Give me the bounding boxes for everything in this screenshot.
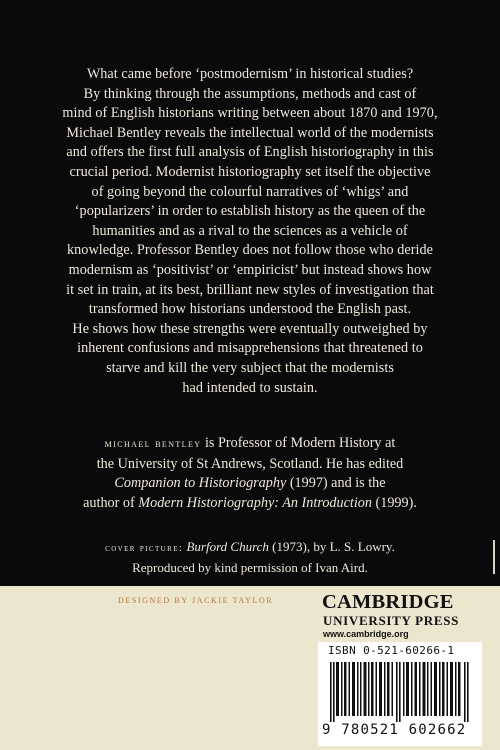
bio-text: author of: [83, 494, 139, 511]
bio-text: (1997) and is the: [286, 475, 386, 492]
blurb-line: it set in train, at its best, brilliant new styles of investigation that: [66, 281, 434, 298]
publisher-subtitle: UNIVERSITY PRESS: [323, 613, 460, 628]
footer-band: [0, 586, 500, 750]
bio-line: the University of St Andrews, Scotland. He has edited: [96, 455, 404, 472]
blurb-line: of going beyond the colourful narratives of ‘whigs’ and: [91, 183, 409, 200]
book-blurb: [60, 65, 440, 398]
barcode-number: 9 780521 602662: [322, 722, 467, 738]
bio-text: (1999).: [371, 494, 417, 511]
blurb-line: Michael Bentley reveals the intellectual world of the modernists: [66, 124, 434, 141]
blurb-line: starve and kill the very subject that the modernists: [106, 359, 394, 376]
blurb-line: had intended to sustain.: [182, 379, 318, 396]
blurb-line: He shows how these strengths were eventually outweighed by: [72, 320, 428, 337]
credit-line: Reproduced by kind permission of Ivan Aird.: [132, 559, 368, 575]
blurb-line: inherent confusions and misapprehensions that threatened to: [77, 340, 423, 357]
barcode-panel: [318, 642, 482, 746]
bio-line: [60, 474, 440, 494]
bio-text: is Professor of Modern History at: [201, 435, 396, 451]
blurb-line: knowledge. Professor Bentley does not follow those who deride: [67, 242, 433, 259]
book-title-italic: Modern Historiography: An Introduction: [138, 494, 372, 511]
painting-title: Burford Church: [186, 539, 269, 554]
blurb-line: and offers the first full analysis of English historiography in this: [66, 144, 434, 161]
cover-credit: [60, 538, 440, 577]
blurb-line: modernism as ‘positivist’ or ‘empiricist’ but instead shows how: [68, 261, 432, 278]
blurb-line: mind of English historians writing between about 1870 and 1970,: [62, 105, 438, 122]
credit-text: (1973), by L. S. Lowry.: [268, 539, 395, 554]
blurb-line: ‘popularizers’ in order to establish history as the queen of the: [74, 203, 426, 220]
blurb-line: humanities and as a rival to the sciences as a vehicle of: [92, 222, 408, 239]
blurb-line: crucial period. Modernist historiography set itself the objective: [69, 163, 431, 180]
barcode-icon: [330, 662, 472, 722]
author-bio: [60, 434, 440, 513]
bio-line: [60, 494, 440, 514]
blurb-line: What came before ‘postmodernism’ in historical studies?: [86, 66, 414, 82]
publisher-url: www.cambridge.org: [323, 629, 409, 639]
credit-label: cover picture:: [105, 543, 184, 554]
blurb-line: By thinking through the assumptions, methods and cast of: [83, 85, 417, 102]
blurb-line: transformed how historians understood the English past.: [88, 301, 412, 318]
isbn-number: ISBN 0-521-60266-1: [328, 644, 455, 657]
cover-edge-mark: [493, 540, 495, 574]
bio-line: [60, 434, 440, 455]
publisher-logo: CAMBRIDGE: [322, 591, 454, 613]
book-title-italic: Companion to Historiography: [114, 475, 287, 492]
author-name: michael bentley: [104, 438, 202, 450]
designer-credit: DESIGNED BY JACKIE TAYLOR: [118, 596, 274, 605]
credit-line: [60, 538, 440, 559]
